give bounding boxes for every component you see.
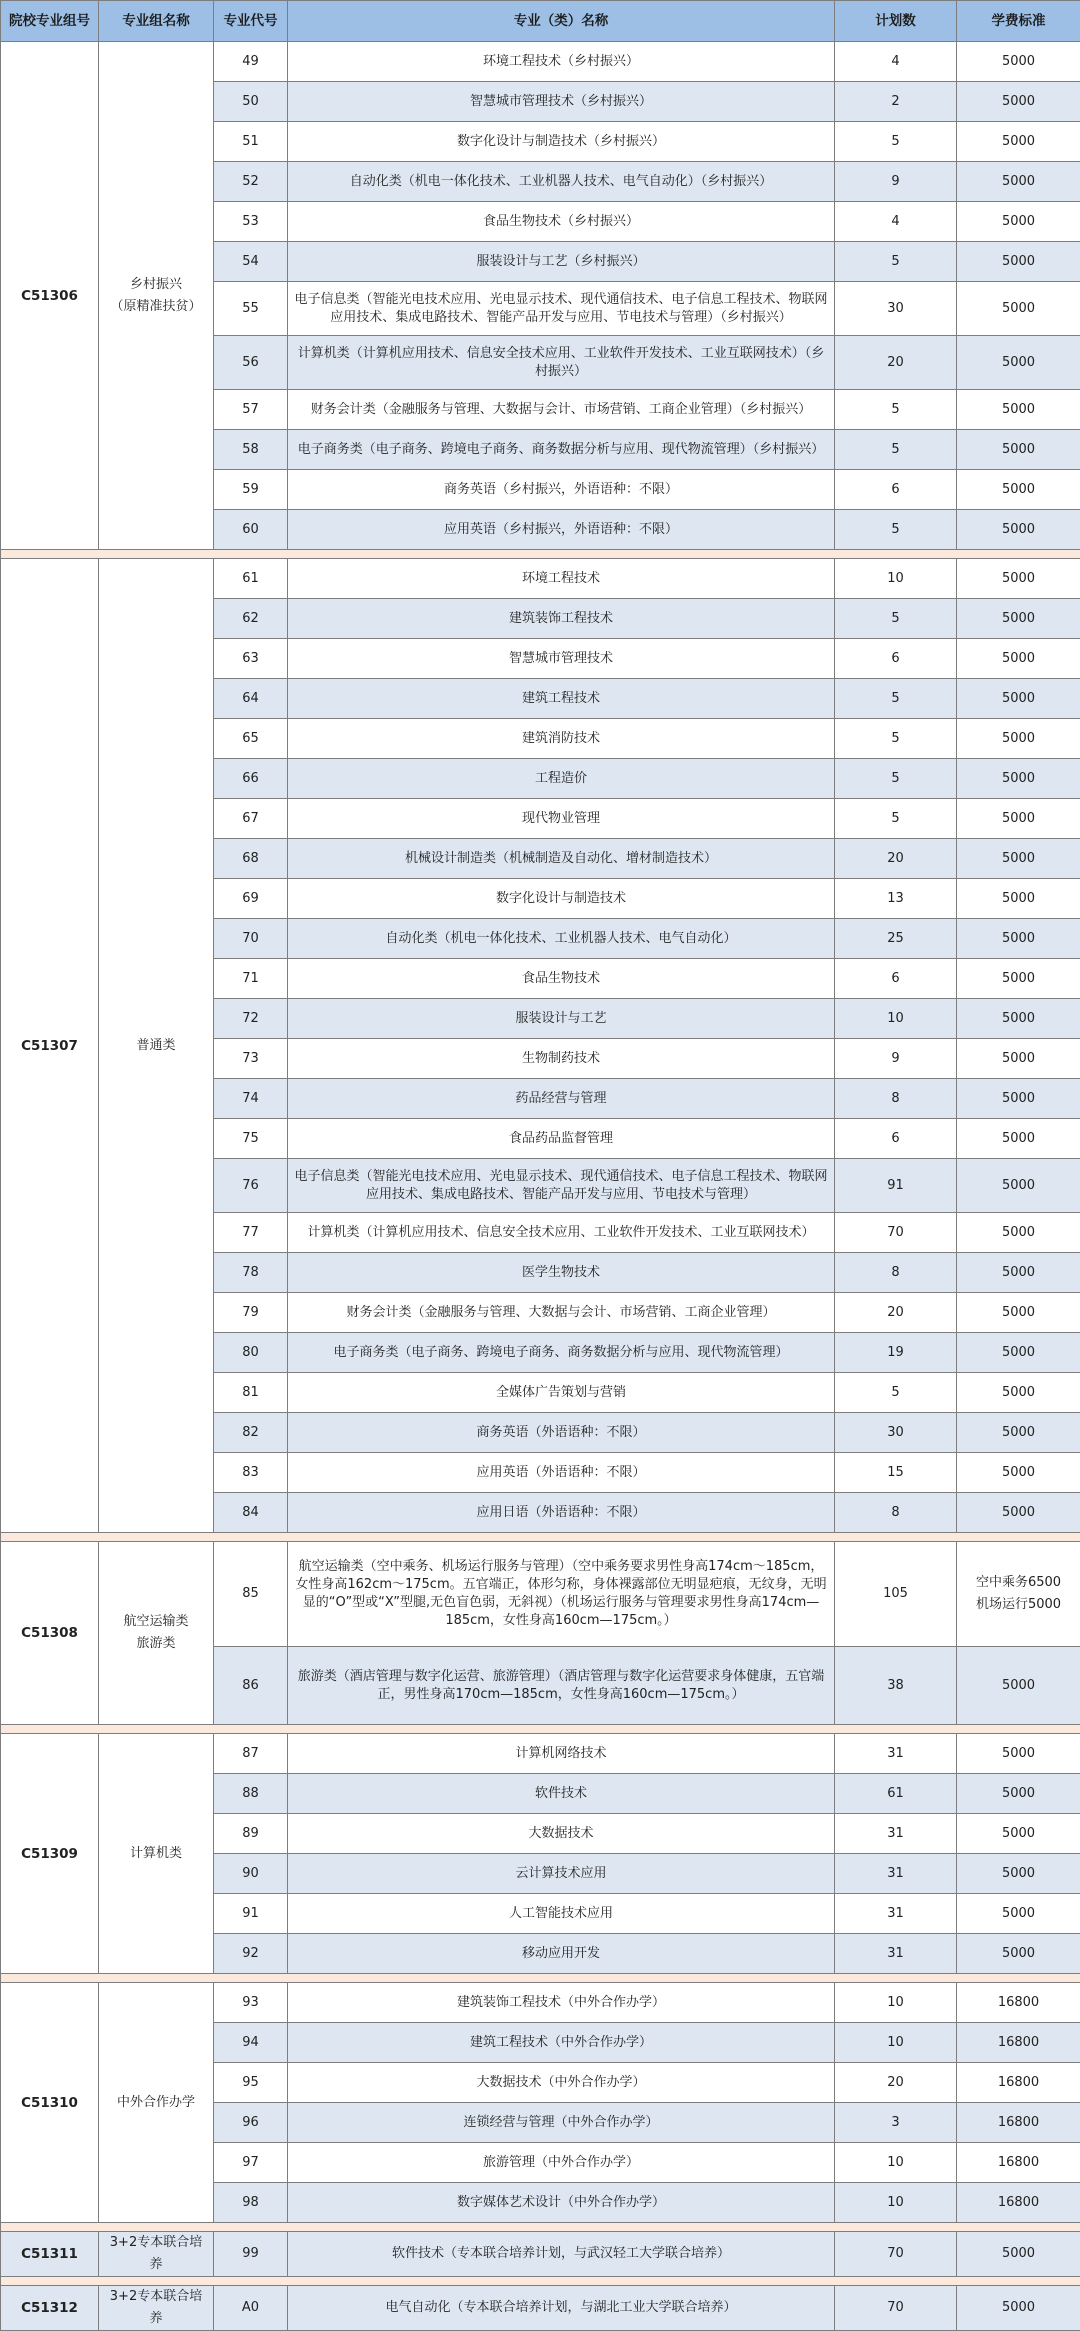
- major-code: 61: [214, 559, 288, 599]
- major-code: 58: [214, 430, 288, 470]
- major-code: 59: [214, 470, 288, 510]
- table-row: [1, 42, 1080, 82]
- group-code: C51309: [1, 1734, 99, 1974]
- major-code: 60: [214, 510, 288, 550]
- major-name: 应用日语（外语语种：不限）: [288, 1493, 835, 1533]
- table-row: [1, 2286, 1080, 2331]
- tuition-fee: 5000: [957, 122, 1080, 162]
- tuition-fee: 5000: [957, 559, 1080, 599]
- plan-count: 5: [835, 719, 957, 759]
- major-name: 电气自动化（专本联合培养计划，与湖北工业大学联合培养）: [288, 2286, 835, 2331]
- plan-count: 31: [835, 1934, 957, 1974]
- tuition-fee: 5000: [957, 1119, 1080, 1159]
- tuition-fee: 5000: [957, 1647, 1080, 1725]
- group-separator: [1, 1533, 1080, 1542]
- major-name: 建筑工程技术（中外合作办学）: [288, 2023, 835, 2063]
- plan-count: 31: [835, 1734, 957, 1774]
- major-code: 92: [214, 1934, 288, 1974]
- plan-count: 5: [835, 759, 957, 799]
- tuition-fee: 5000: [957, 1774, 1080, 1814]
- major-code: 73: [214, 1039, 288, 1079]
- plan-count: 31: [835, 1854, 957, 1894]
- plan-count: 8: [835, 1079, 957, 1119]
- major-code: 53: [214, 202, 288, 242]
- tuition-fee: 5000: [957, 1934, 1080, 1974]
- major-name: 电子商务类（电子商务、跨境电子商务、商务数据分析与应用、现代物流管理）（乡村振兴）: [288, 430, 835, 470]
- tuition-fee: 5000: [957, 719, 1080, 759]
- tuition-fee: 5000: [957, 1293, 1080, 1333]
- tuition-fee: 5000: [957, 599, 1080, 639]
- major-name: 建筑工程技术: [288, 679, 835, 719]
- tuition-fee: 5000: [957, 959, 1080, 999]
- plan-count: 10: [835, 2143, 957, 2183]
- table-row: [1, 559, 1080, 599]
- plan-count: 4: [835, 42, 957, 82]
- group-name: 中外合作办学: [99, 1983, 214, 2223]
- plan-count: 4: [835, 202, 957, 242]
- group-name: 航空运输类 旅游类: [99, 1542, 214, 1725]
- table-row: [1, 1983, 1080, 2023]
- plan-count: 5: [835, 1373, 957, 1413]
- plan-count: 15: [835, 1453, 957, 1493]
- tuition-fee: 5000: [957, 1453, 1080, 1493]
- major-code: 80: [214, 1333, 288, 1373]
- major-name: 旅游管理（中外合作办学）: [288, 2143, 835, 2183]
- group-name: 3+2专本联合培养: [99, 2286, 214, 2331]
- table-header-row: [1, 1, 1080, 42]
- major-code: 96: [214, 2103, 288, 2143]
- tuition-fee: 5000: [957, 390, 1080, 430]
- major-name: 智慧城市管理技术: [288, 639, 835, 679]
- major-name: 航空运输类（空中乘务、机场运行服务与管理）（空中乘务要求男性身高174cm～185cm，女性身高162cm～175cm。五官端正，体形匀称，身体裸露部位无明显疤痕，无纹身，无明显的“O”型或“X”型腿,无色盲色弱，无斜视）（机场运行服务与管理要求男性身高174cm—185cm，女性身高160cm—175cm。）: [288, 1542, 835, 1647]
- plan-count: 5: [835, 599, 957, 639]
- tuition-fee: 5000: [957, 2232, 1080, 2277]
- plan-count: 25: [835, 919, 957, 959]
- major-code: 52: [214, 162, 288, 202]
- major-name: 财务会计类（金融服务与管理、大数据与会计、市场营销、工商企业管理）: [288, 1293, 835, 1333]
- major-name: 数字化设计与制造技术: [288, 879, 835, 919]
- group-code: C51310: [1, 1983, 99, 2223]
- major-code: 82: [214, 1413, 288, 1453]
- plan-count: 5: [835, 679, 957, 719]
- group-code: C51311: [1, 2232, 99, 2277]
- tuition-fee: 16800: [957, 2063, 1080, 2103]
- group-separator: [1, 1725, 1080, 1734]
- major-code: 86: [214, 1647, 288, 1725]
- plan-count: 10: [835, 559, 957, 599]
- plan-count: 5: [835, 799, 957, 839]
- major-name: 连锁经营与管理（中外合作办学）: [288, 2103, 835, 2143]
- major-name: 机械设计制造类（机械制造及自动化、增材制造技术）: [288, 839, 835, 879]
- tuition-fee: 5000: [957, 1734, 1080, 1774]
- plan-count: 13: [835, 879, 957, 919]
- major-name: 生物制药技术: [288, 1039, 835, 1079]
- major-code: 93: [214, 1983, 288, 2023]
- plan-count: 70: [835, 2286, 957, 2331]
- plan-count: 20: [835, 2063, 957, 2103]
- tuition-fee: 5000: [957, 282, 1080, 336]
- tuition-fee: 5000: [957, 1079, 1080, 1119]
- plan-count: 6: [835, 639, 957, 679]
- major-name: 服装设计与工艺: [288, 999, 835, 1039]
- plan-count: 91: [835, 1159, 957, 1213]
- plan-count: 31: [835, 1894, 957, 1934]
- major-code: 84: [214, 1493, 288, 1533]
- major-code: 68: [214, 839, 288, 879]
- tuition-fee: 16800: [957, 2143, 1080, 2183]
- group-separator: [1, 550, 1080, 559]
- major-code: 62: [214, 599, 288, 639]
- major-name: 食品生物技术: [288, 959, 835, 999]
- major-name: 数字媒体艺术设计（中外合作办学）: [288, 2183, 835, 2223]
- major-name: 自动化类（机电一体化技术、工业机器人技术、电气自动化）（乡村振兴）: [288, 162, 835, 202]
- plan-count: 2: [835, 82, 957, 122]
- tuition-fee: 5000: [957, 919, 1080, 959]
- major-code: 90: [214, 1854, 288, 1894]
- major-code: 83: [214, 1453, 288, 1493]
- tuition-fee: 5000: [957, 1894, 1080, 1934]
- plan-count: 8: [835, 1493, 957, 1533]
- major-name: 食品药品监督管理: [288, 1119, 835, 1159]
- plan-count: 3: [835, 2103, 957, 2143]
- tuition-fee: 5000: [957, 1253, 1080, 1293]
- major-code: 95: [214, 2063, 288, 2103]
- major-code: 81: [214, 1373, 288, 1413]
- major-code: 55: [214, 282, 288, 336]
- tuition-fee: 5000: [957, 242, 1080, 282]
- major-name: 医学生物技术: [288, 1253, 835, 1293]
- plan-count: 30: [835, 282, 957, 336]
- major-code: 65: [214, 719, 288, 759]
- major-code: 67: [214, 799, 288, 839]
- group-separator-cell: [1, 2223, 1080, 2232]
- plan-count: 70: [835, 2232, 957, 2277]
- table-row: [1, 1734, 1080, 1774]
- major-name: 环境工程技术: [288, 559, 835, 599]
- major-code: 76: [214, 1159, 288, 1213]
- plan-count: 61: [835, 1774, 957, 1814]
- major-name: 移动应用开发: [288, 1934, 835, 1974]
- header-major-name: 专业（类）名称: [288, 1, 835, 42]
- group-separator-cell: [1, 1974, 1080, 1983]
- major-name: 智慧城市管理技术（乡村振兴）: [288, 82, 835, 122]
- tuition-fee: 空中乘务6500 机场运行5000: [957, 1542, 1080, 1647]
- plan-count: 30: [835, 1413, 957, 1453]
- plan-count: 10: [835, 1983, 957, 2023]
- plan-count: 31: [835, 1814, 957, 1854]
- header-group-code: 院校专业组号: [1, 1, 99, 42]
- major-code: 91: [214, 1894, 288, 1934]
- major-name: 旅游类（酒店管理与数字化运营、旅游管理）（酒店管理与数字化运营要求身体健康，五官端正，男性身高170cm—185cm，女性身高160cm—175cm。）: [288, 1647, 835, 1725]
- header-major-code: 专业代号: [214, 1, 288, 42]
- plan-count: 5: [835, 430, 957, 470]
- plan-count: 6: [835, 470, 957, 510]
- major-name: 环境工程技术（乡村振兴）: [288, 42, 835, 82]
- major-name: 大数据技术: [288, 1814, 835, 1854]
- table-row: [1, 1542, 1080, 1647]
- major-name: 现代物业管理: [288, 799, 835, 839]
- major-code: 74: [214, 1079, 288, 1119]
- plan-count: 8: [835, 1253, 957, 1293]
- major-code: 54: [214, 242, 288, 282]
- plan-count: 9: [835, 1039, 957, 1079]
- major-name: 全媒体广告策划与营销: [288, 1373, 835, 1413]
- tuition-fee: 16800: [957, 2183, 1080, 2223]
- major-code: 51: [214, 122, 288, 162]
- major-name: 财务会计类（金融服务与管理、大数据与会计、市场营销、工商企业管理）（乡村振兴）: [288, 390, 835, 430]
- major-code: 57: [214, 390, 288, 430]
- plan-count: 105: [835, 1542, 957, 1647]
- major-code: 63: [214, 639, 288, 679]
- plan-count: 38: [835, 1647, 957, 1725]
- tuition-fee: 5000: [957, 42, 1080, 82]
- group-name: 普通类: [99, 559, 214, 1533]
- tuition-fee: 5000: [957, 879, 1080, 919]
- major-name: 工程造价: [288, 759, 835, 799]
- major-name: 应用英语（乡村振兴，外语语种：不限）: [288, 510, 835, 550]
- tuition-fee: 5000: [957, 839, 1080, 879]
- tuition-fee: 5000: [957, 336, 1080, 390]
- major-name: 应用英语（外语语种：不限）: [288, 1453, 835, 1493]
- tuition-fee: 5000: [957, 639, 1080, 679]
- major-code: 97: [214, 2143, 288, 2183]
- tuition-fee: 5000: [957, 1039, 1080, 1079]
- header-plan-count: 计划数: [835, 1, 957, 42]
- tuition-fee: 5000: [957, 999, 1080, 1039]
- major-name: 大数据技术（中外合作办学）: [288, 2063, 835, 2103]
- plan-count: 10: [835, 2023, 957, 2063]
- plan-count: 20: [835, 839, 957, 879]
- major-name: 药品经营与管理: [288, 1079, 835, 1119]
- major-name: 商务英语（乡村振兴，外语语种：不限）: [288, 470, 835, 510]
- major-code: 70: [214, 919, 288, 959]
- group-separator-cell: [1, 1533, 1080, 1542]
- major-name: 服装设计与工艺（乡村振兴）: [288, 242, 835, 282]
- header-tuition: 学费标准: [957, 1, 1080, 42]
- plan-count: 5: [835, 510, 957, 550]
- tuition-fee: 5000: [957, 430, 1080, 470]
- major-code: 72: [214, 999, 288, 1039]
- group-separator: [1, 1974, 1080, 1983]
- tuition-fee: 5000: [957, 2286, 1080, 2331]
- major-code: 69: [214, 879, 288, 919]
- tuition-fee: 5000: [957, 202, 1080, 242]
- table-row: [1, 2232, 1080, 2277]
- major-name: 软件技术: [288, 1774, 835, 1814]
- major-name: 电子商务类（电子商务、跨境电子商务、商务数据分析与应用、现代物流管理）: [288, 1333, 835, 1373]
- tuition-fee: 5000: [957, 1854, 1080, 1894]
- group-code: C51307: [1, 559, 99, 1533]
- plan-count: 6: [835, 959, 957, 999]
- major-name: 人工智能技术应用: [288, 1894, 835, 1934]
- group-separator: [1, 2223, 1080, 2232]
- group-code: C51306: [1, 42, 99, 550]
- tuition-fee: 5000: [957, 1159, 1080, 1213]
- major-name: 自动化类（机电一体化技术、工业机器人技术、电气自动化）: [288, 919, 835, 959]
- header-group-name: 专业组名称: [99, 1, 214, 42]
- tuition-fee: 16800: [957, 2023, 1080, 2063]
- major-name: 电子信息类（智能光电技术应用、光电显示技术、现代通信技术、电子信息工程技术、物联网应用技术、集成电路技术、智能产品开发与应用、节电技术与管理）: [288, 1159, 835, 1213]
- tuition-fee: 5000: [957, 1333, 1080, 1373]
- group-separator-cell: [1, 1725, 1080, 1734]
- major-code: 89: [214, 1814, 288, 1854]
- major-name: 建筑装饰工程技术: [288, 599, 835, 639]
- tuition-fee: 5000: [957, 1413, 1080, 1453]
- tuition-fee: 5000: [957, 510, 1080, 550]
- major-name: 计算机类（计算机应用技术、信息安全技术应用、工业软件开发技术、工业互联网技术）（乡村振兴）: [288, 336, 835, 390]
- group-name: 乡村振兴 （原精准扶贫）: [99, 42, 214, 550]
- major-code: 56: [214, 336, 288, 390]
- major-code: 49: [214, 42, 288, 82]
- major-name: 食品生物技术（乡村振兴）: [288, 202, 835, 242]
- major-code: 98: [214, 2183, 288, 2223]
- tuition-fee: 5000: [957, 162, 1080, 202]
- plan-count: 6: [835, 1119, 957, 1159]
- tuition-fee: 5000: [957, 759, 1080, 799]
- major-name: 建筑装饰工程技术（中外合作办学）: [288, 1983, 835, 2023]
- major-code: A0: [214, 2286, 288, 2331]
- plan-count: 5: [835, 122, 957, 162]
- major-code: 50: [214, 82, 288, 122]
- group-name: 3+2专本联合培养: [99, 2232, 214, 2277]
- tuition-fee: 5000: [957, 679, 1080, 719]
- plan-count: 20: [835, 336, 957, 390]
- major-code: 71: [214, 959, 288, 999]
- major-code: 78: [214, 1253, 288, 1293]
- major-code: 94: [214, 2023, 288, 2063]
- tuition-fee: 5000: [957, 1493, 1080, 1533]
- major-name: 云计算技术应用: [288, 1854, 835, 1894]
- tuition-fee: 5000: [957, 1373, 1080, 1413]
- major-code: 88: [214, 1774, 288, 1814]
- plan-count: 10: [835, 2183, 957, 2223]
- major-name: 计算机网络技术: [288, 1734, 835, 1774]
- group-code: C51308: [1, 1542, 99, 1725]
- table-body: [1, 42, 1080, 2331]
- major-name: 数字化设计与制造技术（乡村振兴）: [288, 122, 835, 162]
- plan-count: 5: [835, 390, 957, 430]
- major-name: 计算机类（计算机应用技术、信息安全技术应用、工业软件开发技术、工业互联网技术）: [288, 1213, 835, 1253]
- plan-count: 5: [835, 242, 957, 282]
- group-separator-cell: [1, 2277, 1080, 2286]
- major-name: 建筑消防技术: [288, 719, 835, 759]
- tuition-fee: 5000: [957, 470, 1080, 510]
- major-name: 电子信息类（智能光电技术应用、光电显示技术、现代通信技术、电子信息工程技术、物联网应用技术、集成电路技术、智能产品开发与应用、节电技术与管理）（乡村振兴）: [288, 282, 835, 336]
- major-code: 77: [214, 1213, 288, 1253]
- tuition-fee: 16800: [957, 2103, 1080, 2143]
- plan-count: 9: [835, 162, 957, 202]
- tuition-fee: 5000: [957, 82, 1080, 122]
- plan-count: 19: [835, 1333, 957, 1373]
- major-name: 商务英语（外语语种：不限）: [288, 1413, 835, 1453]
- major-name: 软件技术（专本联合培养计划，与武汉轻工大学联合培养）: [288, 2232, 835, 2277]
- major-code: 64: [214, 679, 288, 719]
- group-separator: [1, 2277, 1080, 2286]
- tuition-fee: 16800: [957, 1983, 1080, 2023]
- major-code: 85: [214, 1542, 288, 1647]
- group-code: C51312: [1, 2286, 99, 2331]
- plan-count: 70: [835, 1213, 957, 1253]
- tuition-fee: 5000: [957, 799, 1080, 839]
- major-code: 66: [214, 759, 288, 799]
- major-code: 75: [214, 1119, 288, 1159]
- plan-count: 10: [835, 999, 957, 1039]
- major-code: 99: [214, 2232, 288, 2277]
- major-code: 87: [214, 1734, 288, 1774]
- plan-count: 20: [835, 1293, 957, 1333]
- group-name: 计算机类: [99, 1734, 214, 1974]
- group-separator-cell: [1, 550, 1080, 559]
- major-code: 79: [214, 1293, 288, 1333]
- tuition-fee: 5000: [957, 1814, 1080, 1854]
- tuition-fee: 5000: [957, 1213, 1080, 1253]
